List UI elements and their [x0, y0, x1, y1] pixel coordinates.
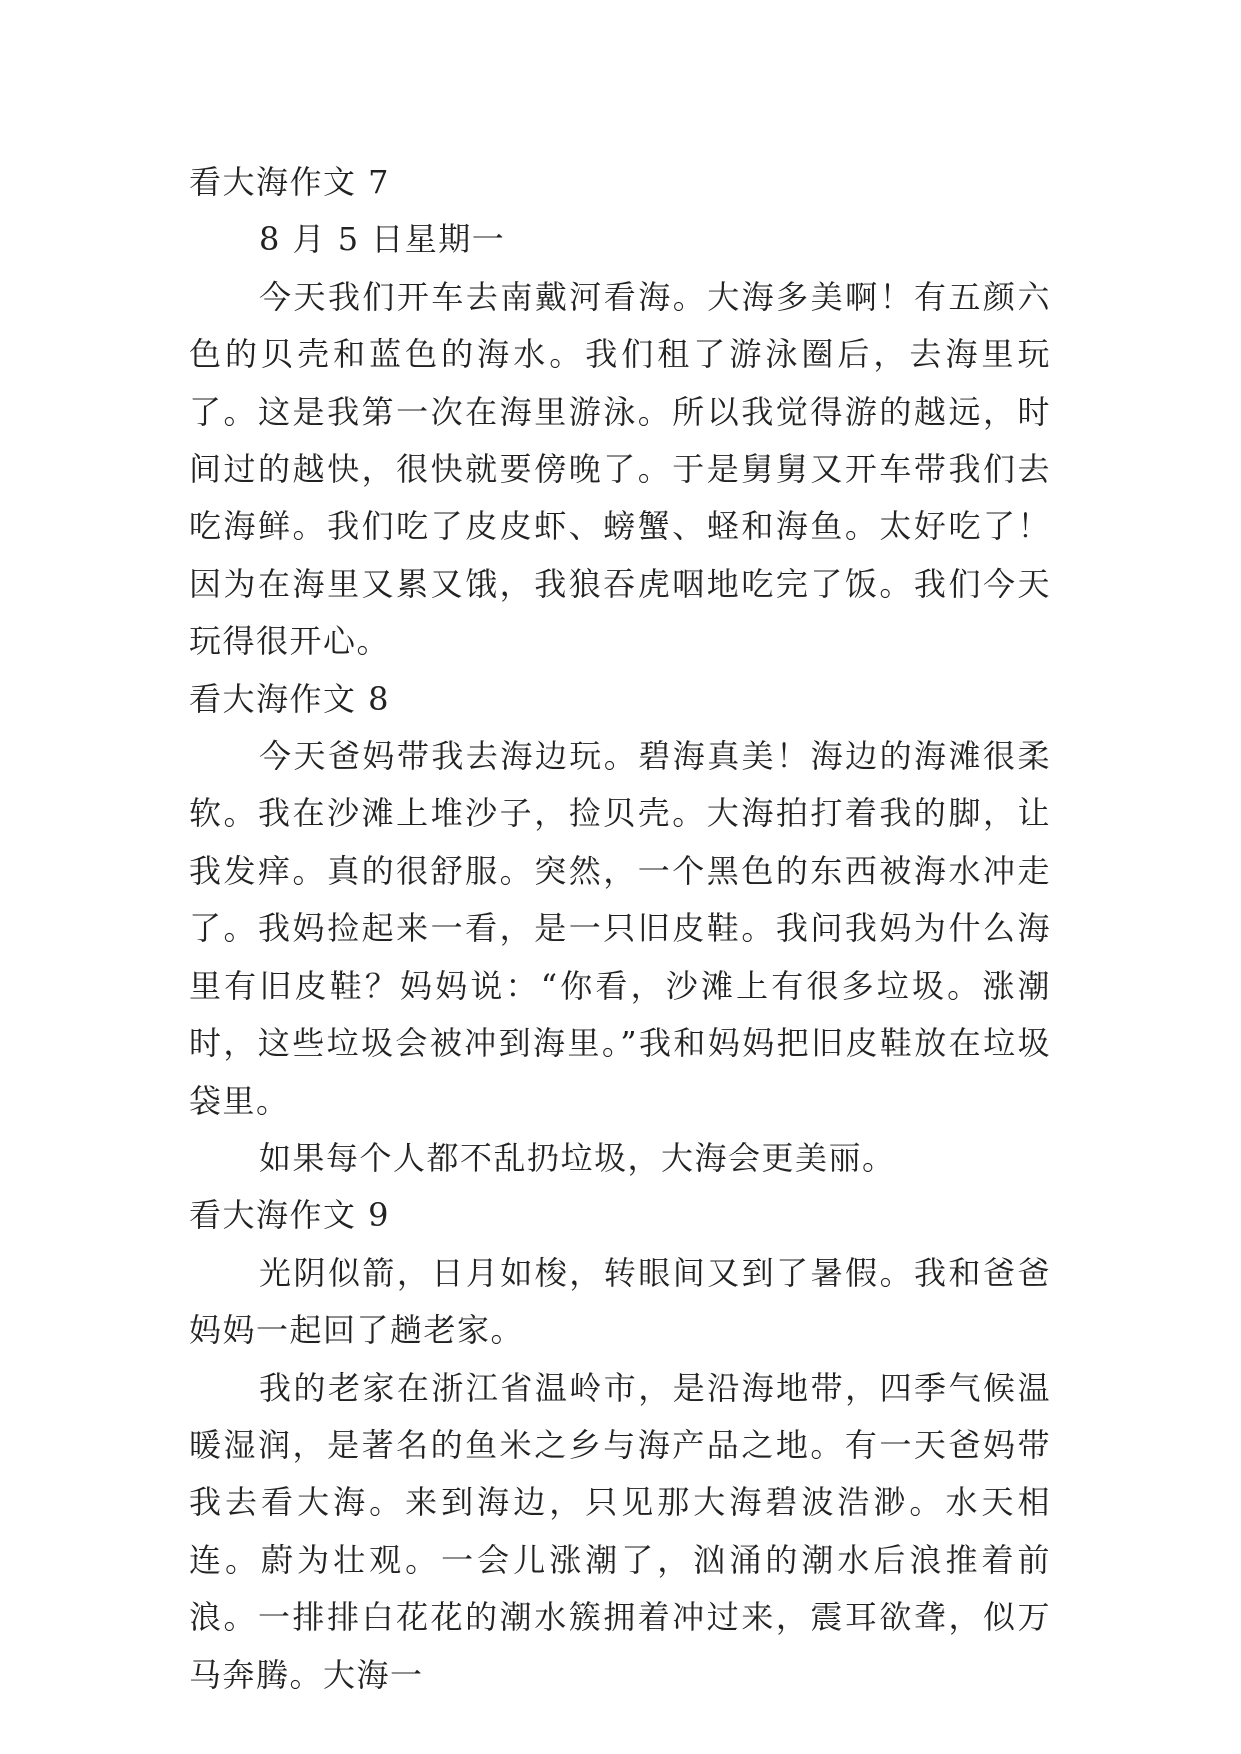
essay-7-paragraph: 今天我们开车去南戴河看海。大海多美啊！有五颜六色的贝壳和蓝色的海水。我们租了游泳圈后，去海里玩了。这是我第一次在海里游泳。所以我觉得游的越远，时间过的越快，很快就要傍晚了。于是舅舅又开车带我们去吃海鲜。我们吃了皮皮虾、螃蟹、蛏和海鱼。太好吃了！因为在海里又累又饿，我狼吞虎咽地吃完了饭。我们今天玩得很开心。: [189, 277, 1051, 661]
essay-title-7: 看大海作文 7: [189, 163, 391, 201]
date-line: 8 月 5 日星期一: [259, 220, 506, 259]
essay-section-9: [189, 1187, 1051, 1704]
essay-title-8: 看大海作文 8: [189, 679, 391, 718]
essay-9-paragraph-1: 光阴似箭，日月如梭，转眼间又到了暑假。我和爸爸妈妈一起回了趟老家。: [189, 1253, 1051, 1350]
document-body: [189, 154, 1051, 1704]
essay-section-8: [189, 671, 1051, 1188]
essay-8-paragraph-2: 如果每个人都不乱扔垃圾，大海会更美丽。: [259, 1138, 896, 1177]
essay-8-paragraph-1: 今天爸妈带我去海边玩。碧海真美！海边的海滩很柔软。我在沙滩上堆沙子，捡贝壳。大海拍打着我的脚，让我发痒。真的很舒服。突然，一个黑色的东西被海水冲走了。我妈捡起来一看，是一只旧皮鞋。我问我妈为什么海里有旧皮鞋？妈妈说：“你看，沙滩上有很多垃圾。涨潮时，这些垃圾会被冲到海里。”我和妈妈把旧皮鞋放在垃圾袋里。: [189, 737, 1051, 1120]
essay-9-paragraph-2: 我的老家在浙江省温岭市，是沿海地带，四季气候温暖湿润，是著名的鱼米之乡与海产品之地。有一天爸妈带我去看大海。来到海边，只见那大海碧波浩渺。水天相连。蔚为壮观。一会儿涨潮了，汹涌的潮水后浪推着前浪。一排排白花花的潮水簇拥着冲过来，震耳欲聋，似万马奔腾。大海一: [189, 1368, 1051, 1694]
essay-section-7: [189, 154, 1051, 671]
essay-title-9: 看大海作文 9: [189, 1196, 391, 1235]
